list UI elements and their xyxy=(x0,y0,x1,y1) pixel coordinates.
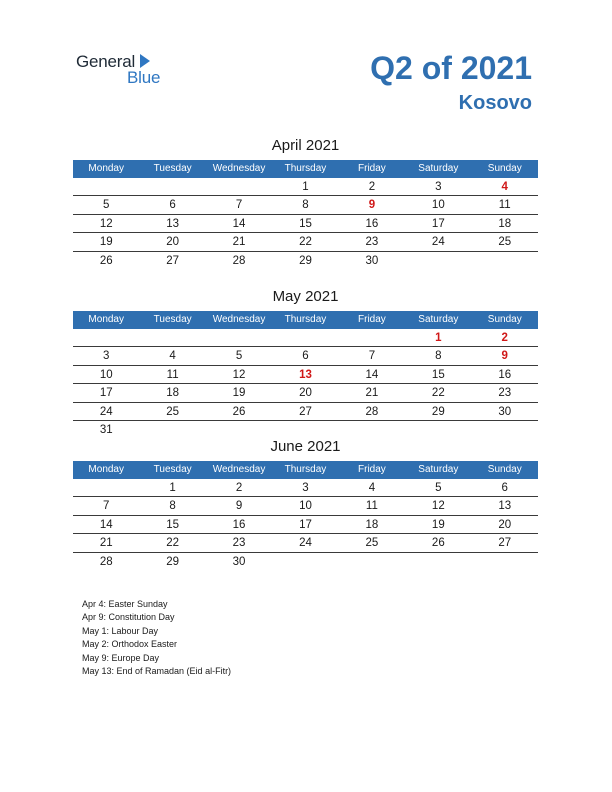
day-cell: 1 xyxy=(435,332,442,344)
day-cell: 13 xyxy=(498,500,512,513)
day-cell: 18 xyxy=(166,387,180,400)
page-title: Q2 of 2021 xyxy=(370,50,532,86)
day-cell xyxy=(472,252,538,270)
month-june xyxy=(73,437,538,571)
day-cell xyxy=(73,178,139,195)
day-cell: 8 xyxy=(169,500,176,513)
day-cell: 23 xyxy=(498,387,512,400)
day-cell xyxy=(73,329,139,346)
day-cell: 14 xyxy=(99,518,113,531)
day-cell: 16 xyxy=(232,518,246,531)
day-cell: 21 xyxy=(99,537,113,550)
day-cell: 17 xyxy=(431,217,445,230)
day-cell: 22 xyxy=(299,236,312,249)
day-cell: 14 xyxy=(232,217,246,230)
weekday-monday: Monday xyxy=(88,314,124,325)
day-cell xyxy=(405,252,471,270)
holiday-item: Apr 9: Constitution Day xyxy=(82,612,175,623)
day-cell: 16 xyxy=(365,217,379,230)
weekday-wednesday: Wednesday xyxy=(212,163,266,174)
weekday-sunday: Sunday xyxy=(487,314,522,325)
day-cell xyxy=(405,553,471,571)
logo-text-general: General xyxy=(76,52,136,71)
weekday-thursday: Thursday xyxy=(284,314,327,325)
weekday-header xyxy=(73,160,538,178)
day-cell: 27 xyxy=(498,537,512,550)
weekday-wednesday: Wednesday xyxy=(212,314,266,325)
month-title: May 2021 xyxy=(272,288,339,305)
day-cell xyxy=(272,553,338,571)
day-cell: 5 xyxy=(235,350,243,363)
day-cell: 1 xyxy=(169,482,176,494)
weekday-wednesday: Wednesday xyxy=(212,464,266,475)
day-cell: 24 xyxy=(299,537,312,550)
day-cell: 2 xyxy=(368,181,376,193)
month-may xyxy=(73,287,538,439)
day-cell: 28 xyxy=(99,555,113,568)
day-cell: 26 xyxy=(99,254,113,267)
day-cell: 26 xyxy=(232,405,246,418)
weekday-friday: Friday xyxy=(358,163,386,174)
week-row xyxy=(73,403,538,421)
day-cell: 22 xyxy=(166,537,180,550)
day-cell: 22 xyxy=(431,387,445,400)
day-cell: 23 xyxy=(232,537,246,550)
day-cell xyxy=(206,178,272,195)
day-cell: 15 xyxy=(431,368,445,381)
day-cell xyxy=(339,553,405,571)
day-cell: 3 xyxy=(435,181,442,193)
day-cell: 8 xyxy=(302,199,309,212)
day-cell: 10 xyxy=(431,199,445,212)
day-cell: 25 xyxy=(498,236,512,249)
day-cell: 29 xyxy=(166,555,180,568)
day-cell: 9 xyxy=(235,500,243,513)
brand-logo xyxy=(76,52,186,88)
week-row xyxy=(73,366,538,384)
weekday-header xyxy=(73,311,538,329)
day-cell: 26 xyxy=(431,537,445,550)
day-cell: 20 xyxy=(166,236,180,249)
day-cell: 6 xyxy=(169,199,176,212)
day-cell: 2 xyxy=(235,482,243,494)
day-cell: 25 xyxy=(166,405,180,418)
day-cell: 19 xyxy=(232,387,246,400)
day-cell: 27 xyxy=(299,405,312,418)
day-cell: 31 xyxy=(99,423,113,436)
day-cell: 7 xyxy=(368,350,376,363)
day-cell: 4 xyxy=(501,181,508,193)
day-cell xyxy=(139,178,205,195)
day-cell: 11 xyxy=(365,500,378,513)
day-cell: 18 xyxy=(365,518,379,531)
day-cell: 10 xyxy=(99,368,113,381)
day-cell: 2 xyxy=(501,332,508,344)
day-cell: 20 xyxy=(498,518,512,531)
day-cell: 13 xyxy=(166,217,180,230)
weekday-tuesday: Tuesday xyxy=(153,314,192,325)
day-cell: 18 xyxy=(498,217,512,230)
week-row xyxy=(73,534,538,552)
day-cell: 29 xyxy=(431,405,445,418)
day-cell: 28 xyxy=(232,254,246,267)
day-cell: 30 xyxy=(232,555,246,568)
week-row xyxy=(73,233,538,251)
day-cell: 5 xyxy=(435,482,442,494)
holiday-item: Apr 4: Easter Sunday xyxy=(82,599,168,609)
day-cell: 12 xyxy=(232,368,246,381)
weekday-thursday: Thursday xyxy=(284,464,327,475)
week-row xyxy=(73,215,538,233)
day-cell: 7 xyxy=(103,500,110,513)
month-title: June 2021 xyxy=(270,438,341,455)
day-cell: 14 xyxy=(365,368,379,381)
holiday-item: May 13: End of Ramadan (Eid al-Fitr) xyxy=(82,666,232,677)
day-cell xyxy=(472,553,538,571)
country-name: Kosovo xyxy=(458,92,532,114)
day-cell: 21 xyxy=(232,236,246,249)
month-april xyxy=(73,136,538,270)
day-cell: 17 xyxy=(299,518,312,531)
day-cell: 12 xyxy=(431,500,445,513)
holiday-list xyxy=(82,598,231,678)
day-cell: 29 xyxy=(299,254,312,267)
weekday-saturday: Saturday xyxy=(418,314,459,325)
holiday-item: May 2: Orthodox Easter xyxy=(82,639,178,650)
weekday-friday: Friday xyxy=(358,464,386,475)
day-cell: 6 xyxy=(501,482,508,494)
day-cell: 20 xyxy=(299,387,312,400)
week-row xyxy=(73,329,538,347)
holiday-item: May 1: Labour Day xyxy=(82,625,159,636)
day-cell: 12 xyxy=(99,217,113,230)
weekday-monday: Monday xyxy=(88,163,124,174)
day-cell: 17 xyxy=(99,387,113,400)
day-cell: 9 xyxy=(368,199,376,212)
week-row xyxy=(73,384,538,402)
day-cell: 30 xyxy=(498,405,512,418)
day-cell: 15 xyxy=(299,217,312,230)
weekday-tuesday: Tuesday xyxy=(153,464,192,475)
weekday-friday: Friday xyxy=(358,314,386,325)
weekday-saturday: Saturday xyxy=(418,464,459,475)
holiday-item: May 9: Europe Day xyxy=(82,652,160,663)
day-cell: 1 xyxy=(302,181,309,193)
weekday-saturday: Saturday xyxy=(418,163,459,174)
day-cell: 30 xyxy=(365,254,379,267)
weekday-monday: Monday xyxy=(88,464,124,475)
weekday-thursday: Thursday xyxy=(284,163,327,174)
day-cell: 24 xyxy=(431,236,445,249)
day-cell: 23 xyxy=(365,236,379,249)
day-cell: 19 xyxy=(431,518,445,531)
logo-text-blue: Blue xyxy=(127,68,161,87)
day-cell: 6 xyxy=(302,350,309,363)
day-cell: 5 xyxy=(103,199,110,212)
day-cell: 13 xyxy=(299,368,312,381)
day-cell xyxy=(206,329,272,346)
week-row xyxy=(73,516,538,534)
weekday-header xyxy=(73,461,538,479)
weekday-tuesday: Tuesday xyxy=(153,163,192,174)
week-row xyxy=(73,553,538,571)
day-cell: 4 xyxy=(368,482,376,494)
day-cell: 24 xyxy=(99,405,113,418)
day-cell: 25 xyxy=(365,537,379,550)
day-cell: 11 xyxy=(498,199,511,212)
weekday-sunday: Sunday xyxy=(487,464,522,475)
day-cell: 9 xyxy=(501,350,508,363)
day-cell: 7 xyxy=(235,199,243,212)
day-cell: 15 xyxy=(166,518,180,531)
weekday-sunday: Sunday xyxy=(487,163,522,174)
day-cell: 11 xyxy=(166,368,179,381)
day-cell: 27 xyxy=(166,254,180,267)
week-row xyxy=(73,196,538,214)
day-cell xyxy=(139,329,205,346)
day-cell: 8 xyxy=(435,350,442,363)
day-cell: 4 xyxy=(169,350,176,363)
day-cell: 21 xyxy=(365,387,379,400)
day-cell xyxy=(339,329,405,346)
day-cell xyxy=(73,479,139,496)
day-cell: 28 xyxy=(365,405,379,418)
day-cell: 10 xyxy=(299,500,312,513)
day-cell: 3 xyxy=(103,350,110,363)
day-cell xyxy=(272,329,338,346)
week-row xyxy=(73,497,538,515)
day-cell: 3 xyxy=(302,482,309,494)
week-row xyxy=(73,347,538,365)
day-cell: 16 xyxy=(498,368,512,381)
logo-flag-icon xyxy=(140,54,150,68)
month-title: April 2021 xyxy=(271,137,340,154)
week-row xyxy=(73,178,538,196)
week-row xyxy=(73,252,538,270)
week-row xyxy=(73,479,538,497)
day-cell: 19 xyxy=(99,236,113,249)
